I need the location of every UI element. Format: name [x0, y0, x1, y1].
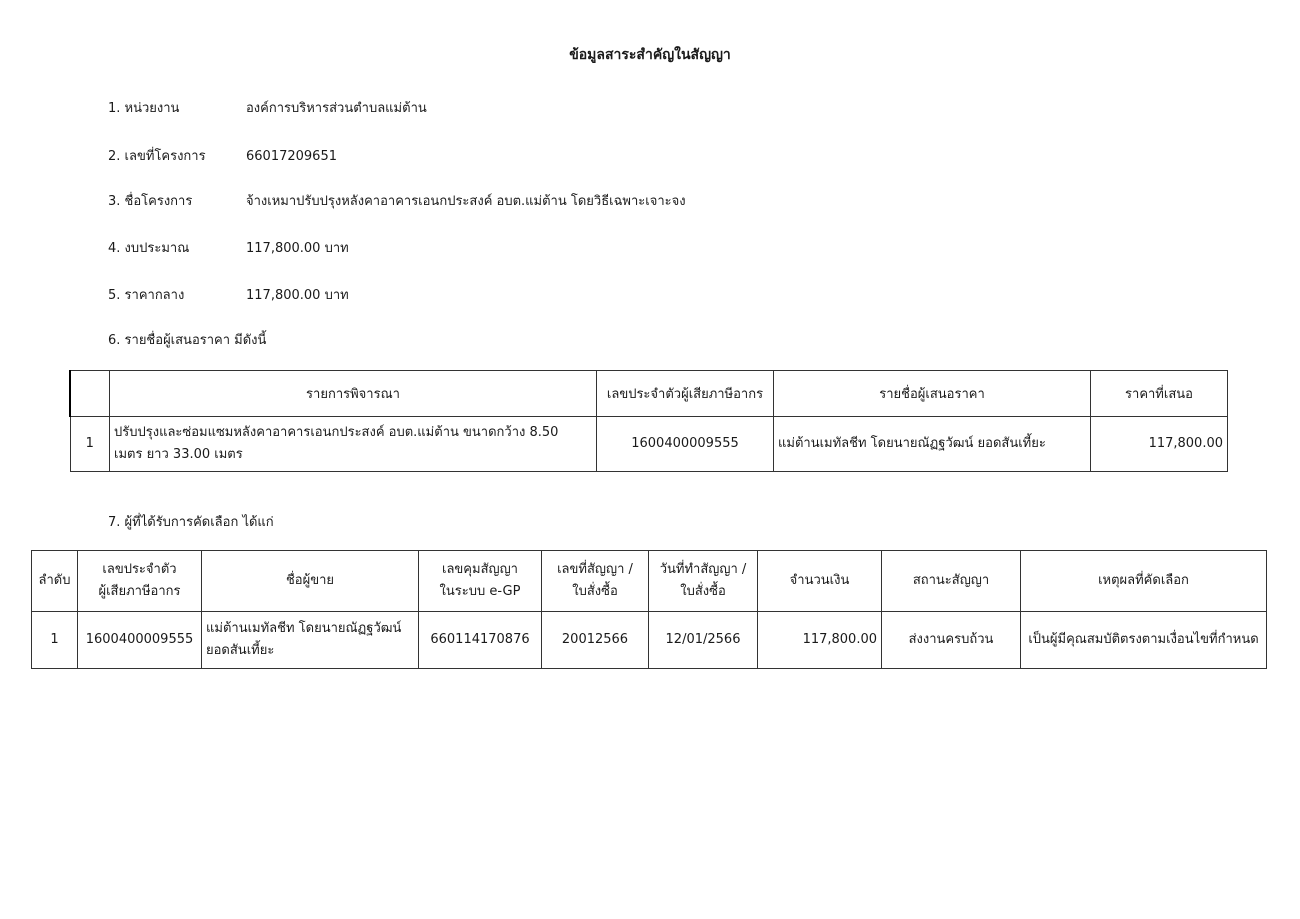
header-line: จำนวนเงิน: [789, 573, 850, 588]
table-header-row: [70, 371, 1228, 417]
column-header: [649, 551, 758, 612]
offered-price: 117,800.00: [1091, 417, 1228, 472]
column-header: [70, 371, 110, 417]
table-row: [32, 612, 1267, 669]
seller-name-line: ยอดสันเที้ยะ: [206, 643, 275, 658]
header-line: เหตุผลที่คัดเลือก: [1098, 573, 1189, 588]
header-line: ผู้เสียภาษีอากร: [98, 584, 181, 599]
item-description: [110, 417, 597, 472]
item-label: 3. ชื่อโครงการ: [108, 194, 193, 209]
header-line: ใบสั่งซื้อ: [680, 584, 726, 599]
bidder-name: แม่ต้านเมทัลชีท โดยนายณัฏฐวัฒน์ ยอดสันเที้ยะ: [774, 417, 1091, 472]
amount: 117,800.00: [758, 612, 882, 669]
item-label: 4. งบประมาณ: [108, 241, 190, 256]
column-header: เลขประจำตัวผู้เสียภาษีอากร: [597, 371, 774, 417]
winners-table: [31, 550, 1267, 669]
header-line: สถานะสัญญา: [912, 573, 990, 588]
item-value: 66017209651: [246, 149, 337, 164]
table-header-row: [32, 551, 1267, 612]
column-header: [758, 551, 882, 612]
item-label: 1. หน่วยงาน: [108, 101, 180, 116]
column-header: [78, 551, 202, 612]
item-value: 117,800.00 บาท: [246, 241, 349, 256]
bidders-table: [69, 370, 1228, 472]
item-label: 2. เลขที่โครงการ: [108, 149, 206, 164]
header-line: ลำดับ: [38, 573, 71, 588]
column-header: [1021, 551, 1267, 612]
tax-id: 1600400009555: [78, 612, 202, 669]
item-value: 117,800.00 บาท: [246, 288, 349, 303]
item-value: องค์การบริหารส่วนตำบลแม่ต้าน: [246, 101, 427, 116]
header-line: เลขประจำตัว: [102, 562, 177, 577]
column-header: [32, 551, 78, 612]
section-6-label: 6. รายชื่อผู้เสนอราคา มีดังนี้: [108, 333, 267, 348]
column-header: [202, 551, 419, 612]
document-title: ข้อมูลสาระสำคัญในสัญญา: [569, 47, 731, 63]
item-value: จ้างเหมาปรับปรุงหลังคาอาคารเอนกประสงค์ อบต.แม่ต้าน โดยวิธีเฉพาะเจาะจง: [246, 194, 686, 209]
item-agency: [108, 97, 427, 118]
item-project-name: [108, 190, 686, 211]
column-header: [542, 551, 649, 612]
item-budget: [108, 237, 349, 258]
item-project-number: [108, 145, 337, 166]
contract-date: 12/01/2566: [649, 612, 758, 669]
contract-status: ส่งงานครบถ้วน: [882, 612, 1021, 669]
item-description-line: ปรับปรุงและซ่อมแซมหลังคาอาคารเอนกประสงค์ อบต.แม่ต้าน ขนาดกว้าง 8.50: [114, 425, 559, 440]
header-line: ชื่อผู้ขาย: [285, 573, 335, 588]
header-line: ในระบบ e-GP: [439, 584, 521, 599]
row-number: 1: [70, 417, 110, 472]
selection-reason: เป็นผู้มีคุณสมบัติตรงตามเงื่อนไขที่กำหนด: [1021, 612, 1267, 669]
header-line: เลขคุมสัญญา: [442, 562, 518, 577]
column-header: รายชื่อผู้เสนอราคา: [774, 371, 1091, 417]
section-7-label: 7. ผู้ที่ได้รับการคัดเลือก ได้แก่: [108, 515, 274, 530]
seller-name: [202, 612, 419, 669]
table-row: [70, 417, 1228, 472]
header-line: เลขที่สัญญา /: [557, 562, 633, 577]
item-median-price: [108, 284, 349, 305]
column-header: [419, 551, 542, 612]
header-line: ใบสั่งซื้อ: [572, 584, 618, 599]
egp-contract-number: 660114170876: [419, 612, 542, 669]
column-header: ราคาที่เสนอ: [1091, 371, 1228, 417]
tax-id: 1600400009555: [597, 417, 774, 472]
row-number: 1: [32, 612, 78, 669]
header-line: วันที่ทำสัญญา /: [659, 562, 747, 577]
item-label: 5. ราคากลาง: [108, 288, 185, 303]
column-header: รายการพิจารณา: [110, 371, 597, 417]
column-header: [882, 551, 1021, 612]
seller-name-line: แม่ต้านเมทัลชีท โดยนายณัฏฐวัฒน์: [206, 621, 402, 636]
item-description-line: เมตร ยาว 33.00 เมตร: [114, 447, 243, 462]
contract-number: 20012566: [542, 612, 649, 669]
